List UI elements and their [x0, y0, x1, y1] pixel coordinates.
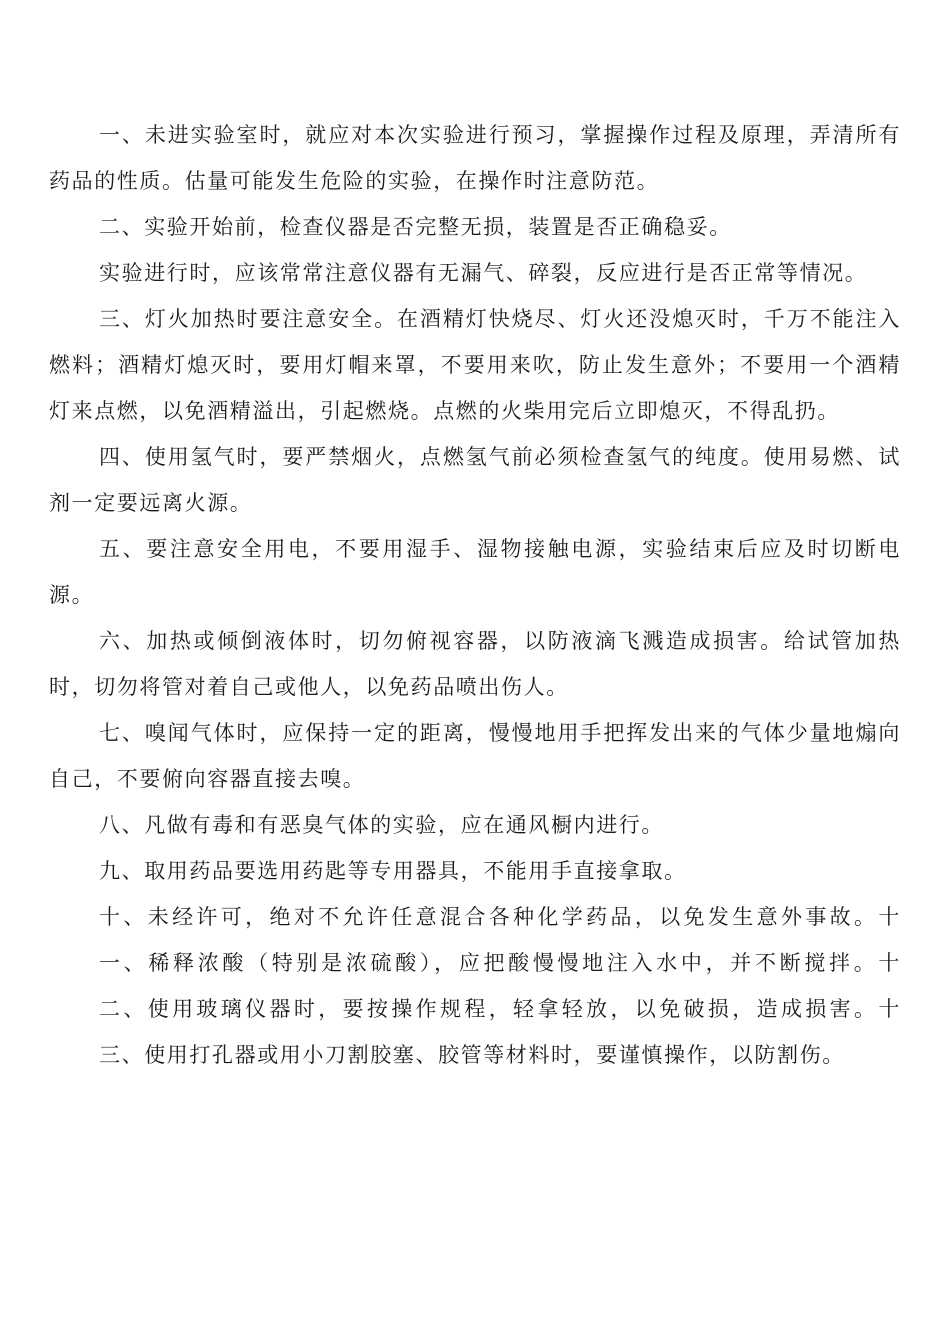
- paragraph-toxic-gas: 八、凡做有毒和有恶臭气体的实验，应在通风橱内进行。: [99, 813, 664, 837]
- paragraph-preparation: 一、未进实验室时，就应对本次实验进行预习，掌握操作过程及原理，弄清所有药品的性质。估量可能发生危险的实验，在操作时注意防范。: [49, 123, 901, 193]
- paragraph-taking-chemicals: 九、取用药品要选用药匙等专用器具，不能用手直接拿取。: [99, 859, 687, 883]
- document-body: [49, 112, 901, 1078]
- paragraph-diluting-acid: 一、稀释浓酸（特别是浓硫酸），应把酸慢慢地注入水中，并不断搅拌。十: [99, 951, 901, 975]
- paragraph-hydrogen: 四、使用氢气时，要严禁烟火，点燃氢气前必须检查氢气的纯度。使用易燃、试剂一定要远离火源。: [49, 445, 901, 515]
- paragraph-no-mixing: 十、未经许可，绝对不允许任意混合各种化学药品，以免发生意外事故。十: [99, 905, 901, 929]
- paragraph-smelling-gas: 七、嗅闻气体时，应保持一定的距离，慢慢地用手把挥发出来的气体少量地煽向自己，不要俯向容器直接去嗅。: [49, 721, 901, 791]
- paragraph-instrument-check: 二、实验开始前，检查仪器是否完整无损，装置是否正确稳妥。: [99, 215, 732, 239]
- paragraph-glassware: 二、使用玻璃仪器时，要按操作规程，轻拿轻放，以免破损，造成损害。十: [99, 997, 901, 1021]
- paragraph-during-experiment: 实验进行时，应该常常注意仪器有无漏气、碎裂，反应进行是否正常等情况。: [99, 261, 868, 285]
- paragraph-cutting-tools: 三、使用打孔器或用小刀割胶塞、胶管等材料时，要谨慎操作，以防割伤。: [99, 1043, 845, 1067]
- paragraph-heating-liquid: 六、加热或倾倒液体时，切勿俯视容器，以防液滴飞溅造成损害。给试管加热时，切勿将管对着自己或他人，以免药品喷出伤人。: [49, 629, 901, 699]
- paragraph-fire-safety: 三、灯火加热时要注意安全。在酒精灯快烧尽、灯火还没熄灭时，千万不能注入燃料；酒精灯熄灭时，要用灯帽来罩，不要用来吹，防止发生意外；不要用一个酒精灯来点燃，以免酒精溢出，引起燃烧。点燃的火柴用完后立即熄灭，不得乱扔。: [49, 307, 901, 423]
- paragraph-electricity: 五、要注意安全用电，不要用湿手、湿物接触电源，实验结束后应及时切断电源。: [49, 537, 901, 607]
